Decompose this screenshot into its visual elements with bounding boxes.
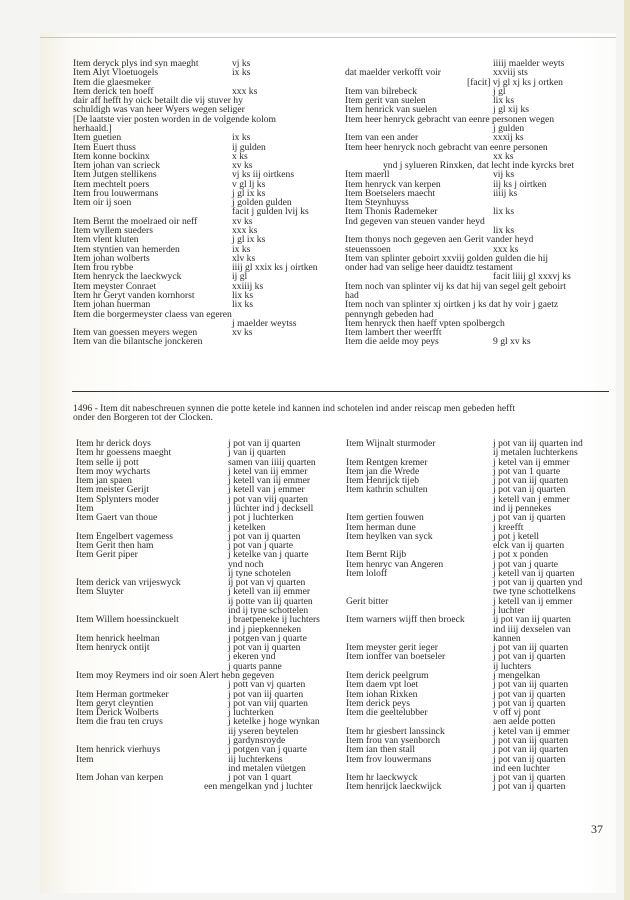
- entry-amount: ij pot van iij quarten: [493, 614, 571, 626]
- entry-name: Item oir ij soen: [73, 197, 132, 209]
- entry-name: Item van splinter geboirt xxviij golden gulden die hij: [345, 252, 549, 264]
- entry-name: dat maelder verkofft voir: [345, 67, 441, 79]
- entry-amount: facit j gulden lvij ks: [232, 206, 309, 218]
- entry-amount: [facit] vj gl xj ks j ortken: [467, 76, 563, 88]
- entry-amount: xxx ks: [232, 85, 258, 97]
- entry-name: Item henryc van Angeren: [346, 558, 444, 570]
- entry-amount: lix ks: [232, 299, 254, 311]
- entry-amount: j gl xij ks: [493, 104, 529, 116]
- entry-amount: j pot j ketell: [493, 530, 540, 542]
- entry-amount: j pott van vj quarten: [228, 679, 306, 691]
- entry-name: Item geryt cleyntien: [76, 697, 154, 709]
- section-divider: [72, 391, 609, 392]
- entry-name: Item Euert thuss: [73, 141, 136, 153]
- entry-amount: j gulden: [493, 122, 525, 134]
- entry-name: Item van bilrebeck: [345, 85, 417, 97]
- entry-name: Item lambert ther weerfft: [345, 327, 442, 339]
- entry-amount: ix ks: [232, 67, 251, 79]
- entry-name: Item johan huerman: [73, 299, 151, 311]
- entry-amount: j pot van 1 quarte: [493, 465, 561, 477]
- entry-name: Item die geeltelubber: [346, 707, 428, 719]
- entry-name: Item: [76, 753, 94, 765]
- entry-amount: j gl: [493, 85, 506, 97]
- entry-amount: ij tyne schotelen: [228, 567, 291, 579]
- entry-amount: j van ij quarten: [228, 447, 286, 459]
- entry-amount: v off vj pont: [493, 707, 541, 719]
- entry-amount: elck van ij quarten: [493, 540, 565, 552]
- entry-amount: j pot van ij quarten: [493, 512, 566, 524]
- entry-name: Item noch van splinter xj oirtken j ks dat hy voir j gaetz: [345, 299, 559, 311]
- entry-name: Item iohan Rixken: [346, 688, 418, 700]
- entry-amount: j pot van ij quarten: [228, 530, 301, 542]
- entry-name: Item henryck ontijt: [76, 642, 150, 654]
- entry-amount: j pot van viij quarten: [228, 493, 308, 505]
- entry-name: Item Alyt Vloetuogels: [73, 67, 159, 79]
- entry-amount: xxx ks: [493, 243, 519, 255]
- entry-name: Item Splynters moder: [76, 493, 160, 505]
- entry-amount: j ketell van j emmer: [228, 484, 305, 496]
- entry-amount: j pot van iij quarten: [493, 679, 569, 691]
- entry-amount: xxiiij ks: [232, 280, 264, 292]
- entry-amount: ij metalen luchterkens: [493, 447, 578, 459]
- entry-amount: j pot van j quarte: [228, 540, 294, 552]
- entry-amount: iij yseren beytelen: [228, 725, 299, 737]
- entry-name: Item henryck van kerpen: [345, 178, 441, 190]
- entry-name: Item die glaesmeker: [73, 76, 151, 88]
- entry-name: had: [345, 290, 359, 301]
- entry-amount: j pot x ponden: [493, 549, 549, 561]
- entry-amount: j mengelkan: [493, 670, 541, 681]
- entry-name: Item derick peelgrum: [346, 670, 429, 681]
- entry-name: [De laatste vier posten worden in de volgende kolom: [73, 113, 277, 125]
- entry-amount: vij ks: [493, 169, 515, 181]
- entry-name: Item vlent kluten: [73, 234, 139, 246]
- entry-name: Item hr goessens maeght: [76, 447, 172, 459]
- entry-amount: j luchter: [493, 605, 525, 617]
- entry-amount: xx ks: [493, 150, 514, 162]
- entry-name: Item wyllem sueders: [73, 225, 153, 237]
- entry-amount: x ks: [232, 150, 248, 162]
- entry-amount: vj ks iij oirtkens: [232, 169, 295, 181]
- entry-name: Item derick van vrijeswyck: [76, 577, 181, 589]
- entry-name: Item Herman gortmeker: [76, 688, 169, 700]
- entry-amount: lix ks: [232, 290, 254, 301]
- entry-amount: j pot van ij quarten: [493, 688, 566, 700]
- entry-amount: ix ks: [232, 243, 251, 255]
- entry-amount: lix ks: [493, 225, 515, 237]
- entry-name: Item Gerit then ham: [76, 540, 154, 552]
- entry-amount: j ketelken: [228, 521, 266, 533]
- top-rule: [40, 37, 616, 38]
- entry-amount: j ketel van ij emmer: [493, 456, 570, 468]
- entry-amount: ind ij pennekes: [493, 502, 552, 514]
- entry-name: Item hr derick doys: [76, 438, 151, 449]
- entry-amount: facit liiij gl xxxvj ks: [493, 271, 571, 283]
- entry-name: Item meyster gerit ieger: [346, 642, 438, 654]
- entry-name: Item derick peys: [346, 697, 410, 709]
- entry-name: Item ian then stall: [346, 744, 416, 756]
- entry-name: Item meister Gerijt: [76, 484, 149, 496]
- entry-name: Item gertien fouwen: [346, 512, 424, 524]
- entry-name: schuldigh was van heer Wyers wegen seliger: [73, 104, 245, 116]
- entry-amount: iij ks j oirtken: [493, 178, 547, 190]
- entry-name: Item mechtelt poers: [73, 178, 150, 190]
- entry-amount: ij gl: [232, 271, 248, 283]
- entry-name: Item maerll: [345, 169, 390, 181]
- entry-name: Item frou rybbe: [73, 262, 134, 274]
- entry-amount: ind j piepkenneken: [228, 623, 301, 635]
- entry-amount: j pot van ij quarten ynd: [493, 577, 583, 589]
- entry-name: Item Derick Wolberts: [76, 707, 159, 719]
- entry-name: Item kathrin schulten: [346, 484, 428, 496]
- entry-name: herhaald.]: [73, 122, 112, 134]
- entry-amount: ind een luchter: [493, 762, 551, 774]
- entry-amount: j ketelke j hoge wynkan: [228, 716, 320, 728]
- entry-amount: j pot van iij quarten: [493, 734, 569, 746]
- entry-name: Ind gegeven van steuen vander heyd: [345, 215, 485, 227]
- entry-amount: j potgen van j quarte: [228, 744, 307, 756]
- entry-name: Item Bernt Rijb: [346, 549, 407, 561]
- entry-amount: aen aelde potten: [493, 716, 556, 728]
- entry-name: Item Jutgen stellikens: [73, 169, 157, 181]
- entry-name: ynd j sylueren Rinxken, dat lecht inde kyrcks bret: [383, 160, 575, 172]
- entry-amount: iij luchterkens: [228, 753, 283, 765]
- entry-name: Item moy wycharts: [76, 465, 151, 477]
- entry-amount: j pot van ij quarten: [228, 438, 301, 449]
- entry-amount: xlv ks: [232, 252, 256, 264]
- entry-amount: j pot van j quarte: [493, 558, 559, 570]
- entry-name: Gerit bitter: [346, 595, 389, 607]
- entry-name: Item frou van ysenborch: [346, 734, 441, 746]
- entry-name: Item jan die Wrede: [346, 465, 420, 477]
- entry-amount: twe tyne schottelkens: [493, 586, 576, 598]
- entry-name: Item Steynhuyss: [345, 197, 409, 209]
- entry-amount: j pot van ij quarten: [493, 772, 566, 784]
- entry-name: Item Sluyter: [76, 586, 124, 598]
- entry-amount: j pot van iij quarten ind: [493, 438, 583, 449]
- entry-amount: ix ks: [232, 132, 251, 144]
- entry-amount: j gardynsroyde: [228, 734, 286, 746]
- entry-amount: xxviij sts: [493, 67, 528, 79]
- entry-amount: j pot van 1 quart: [228, 772, 291, 784]
- entry-amount: j pot van ij quarten: [493, 781, 566, 793]
- entry-amount: j ketell van iij emmer: [228, 586, 311, 598]
- entry-name: Item noch van splinter vij ks dat hij van segel gelt geboirt: [345, 280, 566, 292]
- page-edge: [624, 0, 630, 900]
- entry-amount: j pot van ij quarten: [493, 753, 566, 765]
- entry-name: Item van die bilantsche jonckeren: [73, 336, 203, 348]
- entry-amount: j gl ix ks: [232, 187, 266, 199]
- entry-name: Item gerit van suelen: [345, 95, 426, 107]
- entry-name: Item Gerit piper: [76, 549, 138, 561]
- entry-amount: j lüchter ind j decksell: [228, 502, 314, 514]
- entry-name: Item Gaert van thoue: [76, 512, 158, 524]
- entry-name: Item die borgermeyster claess van egeren: [73, 308, 232, 320]
- entry-amount: j ketel van iij emmer: [228, 465, 308, 477]
- entry-name: Item selle ij pott: [76, 456, 139, 468]
- entry-name: Item meyster Conraet: [73, 280, 157, 292]
- entry-amount: j potgen van j quarte: [228, 632, 307, 644]
- entry-amount: j gl ix ks: [232, 234, 266, 246]
- entry-amount: j maelder weytss: [232, 317, 297, 329]
- entry-amount: j pot van ij quarten: [493, 697, 566, 709]
- entry-name: Item johan wolberts: [73, 252, 150, 264]
- entry-amount: xv ks: [232, 215, 253, 227]
- entry-amount: ind ij tyne schottelen: [228, 605, 309, 617]
- entry-amount: v gl lj ks: [232, 178, 266, 190]
- entry-name: Item heer henryck noch gebracht van eenre personen: [345, 141, 548, 153]
- entry-amount: j luchterken: [228, 707, 274, 719]
- section-heading: onder den Borgeren tot der Clocken.: [73, 412, 213, 424]
- entry-name: Item ionffer van boetseler: [346, 651, 446, 663]
- entry-name: Item hr laeckwyck: [346, 772, 418, 784]
- entry-name: Item frov louwermans: [346, 753, 432, 765]
- entry-amount: ind iiij dexselen van: [493, 623, 571, 635]
- entry-name: Item: [76, 502, 94, 514]
- entry-amount: ij luchters: [493, 660, 532, 672]
- entry-name: Item van een ander: [345, 132, 419, 144]
- entry-name: Item Johan van kerpen: [76, 772, 164, 784]
- entry-amount: lix ks: [493, 95, 515, 107]
- entry-name: Item moy Reymers ind oir soen Alert hebn gegeven: [76, 670, 275, 681]
- entry-amount: ij potte van iij quarten: [228, 595, 313, 607]
- entry-name: Item hr Geryt vanden kornhorst: [73, 290, 195, 301]
- entry-amount: j pot van viij quarten: [228, 697, 308, 709]
- entry-name: Item die frau ten cruys: [76, 716, 163, 728]
- entry-name: Item thonys noch gegeven aen Gerit vander heyd: [345, 234, 534, 246]
- entry-amount: xxx ks: [232, 225, 258, 237]
- entry-name: Item konne bockinx: [73, 150, 150, 162]
- entry-name: Item Henrijck tijeb: [346, 475, 419, 487]
- entry-name: Item herman dune: [346, 521, 416, 533]
- entry-amount: ij gulden: [232, 141, 266, 153]
- entry-amount: een mengelkan ynd j luchter: [204, 781, 313, 793]
- entry-amount: j ketell van j emmer: [493, 493, 570, 505]
- entry-name: Item loloff: [346, 567, 388, 579]
- entry-name: Item henrick heelman: [76, 632, 160, 644]
- entry-amount: j kreefft: [493, 521, 524, 533]
- entry-name: Item styntien van hemerden: [73, 243, 180, 255]
- entry-amount: iiiij maelder weyts: [493, 58, 565, 69]
- entry-name: Item Boetselers maecht: [345, 187, 436, 199]
- entry-name: Item henrick van suelen: [345, 104, 437, 116]
- entry-amount: j golden gulden: [232, 197, 292, 209]
- entry-name: Item hr giesbert lanssinck: [346, 725, 445, 737]
- entry-name: Item die aelde moy peys: [345, 336, 439, 348]
- entry-amount: xxxij ks: [493, 132, 524, 144]
- entry-amount: j quarts panne: [228, 660, 282, 672]
- entry-amount: j pot van ij quarten: [493, 651, 566, 663]
- entry-amount: j ketelke van j quarte: [228, 549, 309, 561]
- entry-name: Item heylken van syck: [346, 530, 433, 542]
- entry-name: Item Engelbert vagemess: [76, 530, 173, 542]
- entry-name: dair aff hefft hy oick betailt die vij stuver hy: [73, 95, 243, 107]
- entry-amount: j braetpeneke ij luchters: [228, 614, 320, 626]
- entry-name: Item Wijnalt sturmoder: [346, 438, 436, 449]
- entry-name: Item Rentgen kremer: [346, 456, 428, 468]
- entry-name: Item henrijck laeckwijck: [346, 781, 442, 793]
- entry-amount: j pot van iij quarten: [228, 688, 304, 700]
- entry-name: Item frou louwermans: [73, 187, 159, 199]
- entry-name: Item henryck then haeff vpten spolbergch: [345, 317, 505, 329]
- entry-amount: iiiij ks: [493, 187, 518, 199]
- entry-amount: j pot j luchterken: [228, 512, 294, 524]
- entry-amount: j pot van iij quarten: [493, 744, 569, 756]
- entry-amount: j pot van ij quarten: [493, 484, 566, 496]
- entry-amount: ij pot van vj quarten: [228, 577, 306, 589]
- entry-name: Item henrick vierhuys: [76, 744, 161, 756]
- entry-name: Item warners wijff then broeck: [346, 614, 465, 626]
- entry-amount: j pot van iij quarten: [493, 642, 569, 654]
- entry-name: Item Thonis Rademeker: [345, 206, 438, 218]
- entry-name: Item van goessen meyers wegen: [73, 327, 198, 339]
- entry-name: Item heer henryck gebracht van eenre personen wegen: [345, 113, 555, 125]
- entry-name: Item Willem hoessinckuelt: [76, 614, 179, 626]
- entry-amount: ind metalen vüetgen: [228, 762, 306, 774]
- entry-amount: samen van iiiij quarten: [228, 456, 316, 468]
- entry-name: Item deryck plys ind syn maeght: [73, 58, 199, 69]
- entry-name: Item jan spaen: [76, 475, 132, 487]
- section-heading: 1496 - Item dit nabeschreuen synnen die potte ketele ind kannen ind schotelen ind ander reiscap men gebeden hefft: [73, 403, 516, 414]
- entry-amount: iiij gl xxix ks j oirtken: [232, 262, 318, 274]
- entry-amount: lix ks: [493, 206, 515, 218]
- entry-amount: vj ks: [232, 58, 251, 69]
- entry-amount: j pot van ij quarten: [228, 642, 301, 654]
- entry-name: Item Bernt the moelraed oir neff: [73, 215, 198, 227]
- entry-amount: j ketel van ij emmer: [493, 725, 570, 737]
- entry-amount: ynd noch: [228, 558, 264, 570]
- entry-name: Item derick ten hoeff: [73, 85, 154, 97]
- entry-name: onder had van selige heer dauidtz testament: [345, 262, 513, 274]
- entry-name: Item daem vpt loet: [346, 679, 419, 691]
- entry-name: Item johan van scrieck: [73, 160, 161, 172]
- entry-name: Item henryck the laeckwyck: [73, 271, 182, 283]
- entry-name: Item guetien: [73, 132, 122, 144]
- entry-amount: xv ks: [232, 327, 253, 339]
- entry-amount: kannen: [493, 632, 521, 644]
- entry-amount: j ekeren ynd: [228, 651, 276, 663]
- entry-amount: j ketell van iij emmer: [228, 475, 311, 487]
- entry-amount: j ketell van ij quarten: [493, 567, 575, 579]
- page-number: 37: [591, 822, 603, 836]
- entry-amount: 9 gl xv ks: [493, 336, 531, 348]
- entry-amount: j pot van iij quarten: [493, 475, 569, 487]
- entry-amount: xv ks: [232, 160, 253, 172]
- entry-name: steuenssoen: [345, 243, 391, 255]
- entry-name: pennyngh gebeden had: [345, 308, 434, 320]
- entry-amount: j ketell van ij emmer: [493, 595, 573, 607]
